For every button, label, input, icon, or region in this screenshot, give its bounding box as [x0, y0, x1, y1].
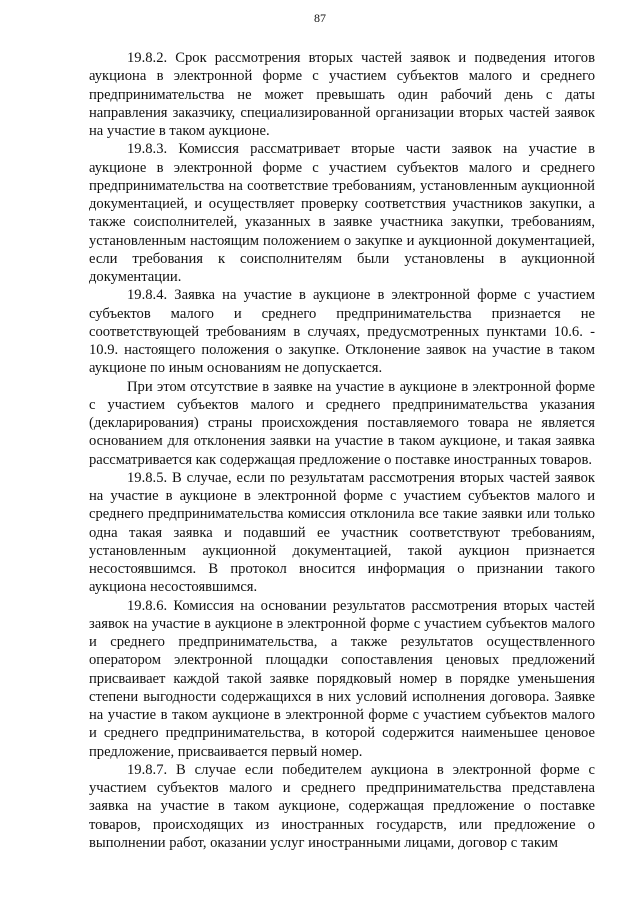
paragraph-19-8-6: 19.8.6. Комиссия на основании результатов рассмотрения вторых частей заявок на участие в аукционе в электронной форме с участием субъектов малого и среднего предпринимательства, а также результатов осуществленного оператором электронной площадки сопоставления ценовых предложений присваивает каждой такой заявке порядковый номер в порядке уменьшения степени выгодности содержащихся в них условий исполнения договора. Заявке на участие в таком аукционе в электронной форме с участием субъектов малого и среднего предпринимательства, в которой содержится наименьшее ценовое предложение, присваивается первый номер. — [89, 597, 595, 760]
paragraph-19-8-3: 19.8.3. Комиссия рассматривает вторые части заявок на участие в аукционе в электронной форме с участием субъектов малого и среднего предпринимательства на соответствие требованиям, установленным аукционной документацией, и осуществляет проверку соответствия участников закупки, а также соисполнителей, указанных в заявке участника закупки, требованиям, установленным настоящим положением о закупке и аукционной документацией, если требования к соисполнителям были установлены в аукционной документации. — [89, 141, 595, 285]
paragraph-19-8-2: 19.8.2. Срок рассмотрения вторых частей заявок и подведения итогов аукциона в электронной форме с участием субъектов малого и среднего предпринимательства не может превышать один рабочий день с даты направления заказчику, специализированной организации вторых частей заявок на участие в таком аукционе. — [89, 50, 595, 139]
paragraph-19-8-7: 19.8.7. В случае если победителем аукциона в электронной форме с участием субъектов малого и среднего предпринимательства представлена заявка на участие в таком аукционе, содержащая предложение о поставке товаров, происходящих из иностранных государств, или предложение о выполнении работ, оказании услуг иностранными лицами, договор с таким — [89, 761, 595, 851]
paragraph-19-8-4-note: При этом отсутствие в заявке на участие в аукционе в электронной форме с участием субъектов малого и среднего предпринимательства указания (декларирования) страны происхождения поставляемого товара не является основанием для отклонения заявки на участие в таком аукционе, и такая заявка рассматривается как содержащая предложение о поставке иностранных товаров. — [89, 378, 595, 468]
document-body — [89, 49, 595, 852]
page-number: 87 — [314, 11, 326, 25]
paragraph-19-8-4: 19.8.4. Заявка на участие в аукционе в электронной форме с участием субъектов малого и среднего предпринимательства признается не соответствующей требованиям в случаях, предусмотренных пунктами 10.6. - 10.9. настоящего положения о закупке. Отклонение заявок на участие в таком аукционе по иным основаниям не допускается. — [89, 287, 595, 377]
paragraph-19-8-5: 19.8.5. В случае, если по результатам рассмотрения вторых частей заявок на участие в аукционе в электронной форме с участием субъектов малого и среднего предпринимательства комиссия отклонила все такие заявки или только одна такая заявка и подавший ее участник соответствуют требованиям, установленным аукционной документацией, такой аукцион признается несостоявшимся. В протокол вносится информация о признании такого аукциона несостоявшимся. — [89, 469, 595, 596]
